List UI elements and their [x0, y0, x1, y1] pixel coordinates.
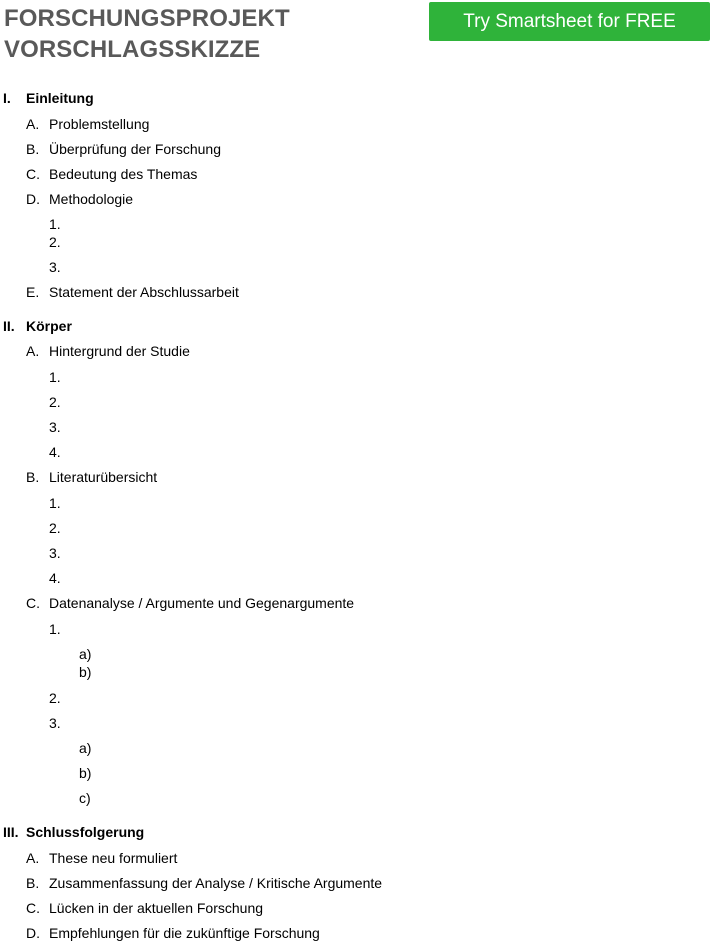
outline-text: Empfehlungen für die zukünftige Forschung [49, 925, 320, 941]
outline-marker: C. [26, 900, 40, 916]
outline-marker: A. [26, 850, 40, 866]
outline-marker: C. [26, 166, 40, 182]
title-line-1: FORSCHUNGSPROJEKT [4, 5, 290, 32]
outline-marker: 3. [49, 419, 61, 435]
outline-marker: 2. [49, 234, 61, 250]
try-smartsheet-button[interactable]: Try Smartsheet for FREE [429, 2, 710, 41]
outline-text: Datenanalyse / Argumente und Gegenargumente [49, 595, 355, 611]
outline-marker: B. [26, 469, 40, 485]
outline-text: Körper [26, 318, 72, 334]
outline-text: Literaturübersicht [49, 469, 158, 485]
outline-marker: E. [26, 284, 40, 300]
outline-marker: I. [3, 90, 11, 106]
outline-marker: B. [26, 141, 40, 157]
outline-marker: 2. [49, 394, 61, 410]
outline-text: Zusammenfassung der Analyse / Kritische Argumente [49, 875, 383, 891]
title-line-2: VORSCHLAGSSKIZZE [4, 36, 261, 63]
outline-marker: 4. [49, 444, 61, 460]
outline-marker: a) [79, 646, 92, 662]
outline-marker: III. [3, 824, 19, 840]
outline-marker: A. [26, 343, 40, 359]
outline-text: Statement der Abschlussarbeit [49, 284, 239, 300]
outline-marker: b) [79, 765, 92, 781]
outline-text: Lücken in der aktuellen Forschung [49, 900, 264, 916]
outline-marker: b) [79, 664, 92, 680]
outline-text: Bedeutung des Themas [49, 166, 198, 182]
outline-marker: 3. [49, 259, 61, 275]
outline-marker: A. [26, 116, 40, 132]
outline-marker: 4. [49, 570, 61, 586]
outline-marker: 2. [49, 520, 61, 536]
outline-marker: C. [26, 595, 40, 611]
outline-marker: c) [79, 790, 91, 806]
outline-text: Einleitung [26, 90, 94, 106]
outline-text: Methodologie [49, 191, 134, 207]
outline-marker: 1. [49, 621, 61, 637]
outline-marker: D. [26, 191, 40, 207]
outline-marker: D. [26, 925, 40, 941]
outline-marker: a) [79, 740, 92, 756]
outline-marker: 2. [49, 690, 61, 706]
page-title [4, 3, 290, 65]
outline-marker: 1. [49, 216, 61, 232]
outline-text: Hintergrund der Studie [49, 343, 190, 359]
outline-text: Problemstellung [49, 116, 150, 132]
outline-marker: II. [3, 318, 15, 334]
outline-marker: B. [26, 875, 40, 891]
outline-marker: 1. [49, 369, 61, 385]
outline-marker: 3. [49, 545, 61, 561]
outline-text: Schlussfolgerung [26, 824, 145, 840]
outline-marker: 3. [49, 715, 61, 731]
outline-text: These neu formuliert [49, 850, 178, 866]
outline-text: Überprüfung der Forschung [49, 141, 221, 157]
outline-marker: 1. [49, 495, 61, 511]
